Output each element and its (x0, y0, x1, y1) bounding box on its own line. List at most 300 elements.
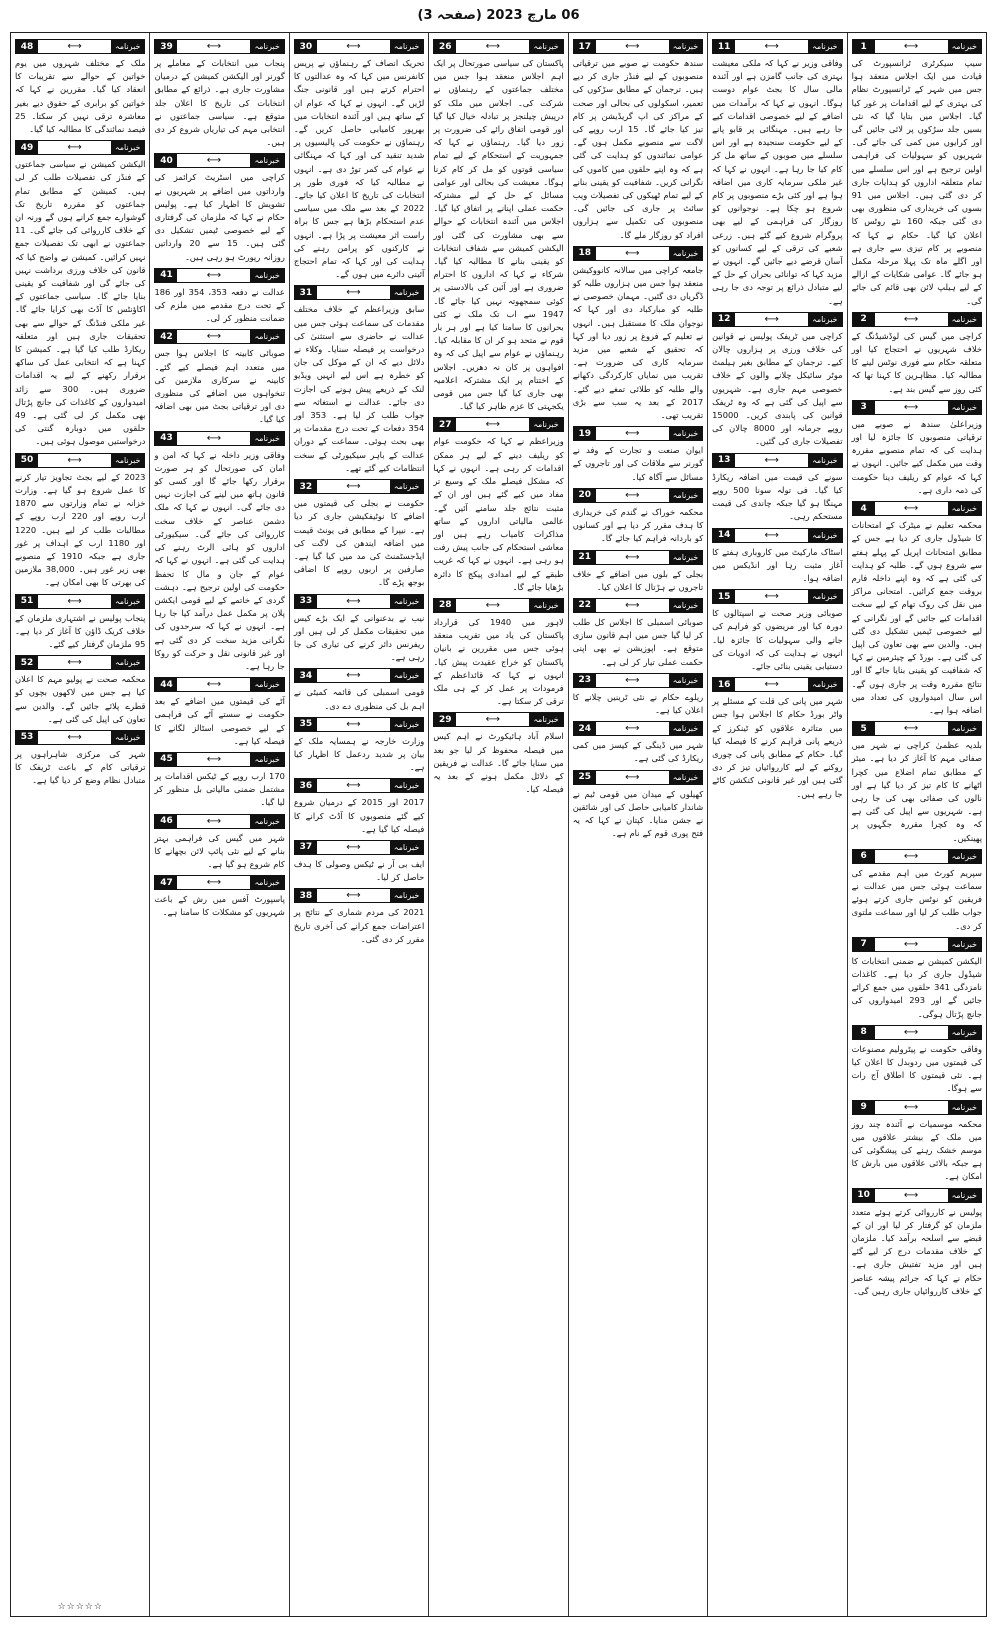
news-item-number: 38 (295, 889, 317, 902)
news-badge-label: خبرنامہ (111, 656, 144, 669)
news-item-text: 2017 اور 2015 کے درمیان شروع کیے گئے منصوبوں کا آڈٹ کرانے کا فیصلہ کیا گیا ہے۔ (293, 797, 425, 834)
news-badge-label: خبرنامہ (111, 40, 144, 53)
news-item-text: سیپ سیکرٹری ٹرانسپورٹ کی قیادت میں ایک اجلاس منعقد ہوا جس میں شہر کے ٹرانسپورٹ نظام کی بہتری کے لیے اقدامات پر غور کیا گیا۔ اجلاس میں بتایا گیا کہ نئی بسیں جلد سڑکوں پر لائی جائیں گی اور کرایوں میں کمی کی جائے گی۔ شہریوں کو سہولیات کی فراہمی اولین ترجیح ہے اور اس سلسلے میں تمام متعلقہ اداروں کو ہدایات جاری کر دی گئی ہیں۔ اجلاس میں 91 بسوں کی خریداری کی منظوری بھی دی گئی جبکہ 160 نئے روٹس کا اعلان کیا گیا۔ حکام نے کہا کہ منصوبے پر کام تیزی سے جاری ہے اور اگلے ماہ تک پہلا مرحلہ مکمل ہو جائے گا۔ عوامی شکایات کے ازالے کے لیے ہیلپ لائن بھی قائم کی جائے گی۔ (851, 58, 982, 306)
news-item-number: 46 (155, 815, 177, 828)
news-item-badge (573, 673, 703, 688)
double-arrow-icon: ⟷ (485, 41, 500, 52)
news-badge-label: خبرنامہ (111, 731, 144, 744)
news-item-number: 34 (295, 669, 317, 682)
double-arrow-icon: ⟷ (903, 850, 919, 862)
news-badge-label: خبرنامہ (669, 427, 702, 440)
news-item-number: 33 (295, 595, 317, 608)
news-item-badge (294, 594, 424, 609)
news-item (15, 594, 145, 652)
news-badge-label: خبرنامہ (669, 551, 702, 564)
news-item-number: 29 (434, 713, 456, 726)
news-item-number: 7 (853, 938, 875, 951)
news-item-number: 28 (434, 599, 456, 612)
news-item-number: 10 (853, 1189, 875, 1202)
news-item (573, 488, 703, 546)
news-item-badge (433, 417, 563, 432)
news-item-badge (573, 246, 703, 261)
news-item-badge (154, 329, 284, 344)
news-column-1 (847, 33, 986, 1616)
double-arrow-icon: ⟷ (764, 313, 779, 325)
news-item-text: محکمہ موسمیات نے آئندہ چند روز میں ملک کے بیشتر علاقوں میں موسم خشک رہنے کی پیشگوئی کی ہے جبکہ بالائی علاقوں میں بارش کا امکان ہے۔ (851, 1118, 982, 1182)
news-item (294, 778, 424, 836)
news-item-number: 9 (853, 1101, 875, 1114)
news-item-text: الیکشن کمیشن نے سیاسی جماعتوں کے فنڈز کی تفصیلات طلب کر لی ہیں۔ کمیشن کے مطابق تمام جماعتوں کو مقررہ تاریخ تک گوشوارے جمع کرانے ہوں گے ورنہ ان کے خلاف کارروائی کی جائے گی۔ 11 جماعتوں نے ابھی تک تفصیلات جمع نہیں کرائیں۔ کمیشن نے واضح کیا کہ قانون کی خلاف ورزی برداشت نہیں کی جائے گی اور شفافیت کو یقینی بنایا جائے گا۔ سیاسی جماعتوں کے اکاؤنٹس کا آڈٹ بھی کرایا جائے گا۔ غیر ملکی فنڈنگ کے حوالے سے بھی تحقیقات جاری ہیں اور متعلقہ ریکارڈ طلب کیا گیا ہے۔ کمیشن کا کہنا ہے کہ انتخابی عمل کی ساکھ برقرار رکھنے کے لیے یہ اقدامات ضروری ہیں۔ 300 سے زائد امیدواروں کے کاغذات کی جانچ پڑتال بھی مکمل کر لی گئی ہے۔ 49 حلقوں میں دوبارہ گنتی کی درخواستیں موصول ہوئی ہیں۔ (15, 159, 146, 447)
news-item-text: ایوان صنعت و تجارت کے وفد نے گورنر سے ملاقات کی اور تاجروں کے مسائل سے آگاہ کیا۔ (572, 445, 704, 482)
news-item-text: بلدیہ عظمیٰ کراچی نے شہر میں صفائی مہم کا آغاز کر دیا ہے۔ میئر کے مطابق تمام اضلاع میں کچرا اٹھانے کا کام تیز کر دیا گیا ہے اور نالوں کی صفائی بھی کی جا رہی ہے۔ شہریوں سے اپیل کی گئی ہے کہ وہ کچرا مقررہ جگہوں پر پھینکیں۔ (851, 740, 982, 843)
news-item-badge (573, 550, 703, 565)
news-item-text: اسلام آباد ہائیکورٹ نے اہم کیس میں فیصلہ محفوظ کر لیا جو بعد میں سنایا جائے گا۔ عدالت نے فریقین کے دلائل مکمل ہونے کے بعد یہ فیصلہ کیا۔ (433, 731, 564, 795)
news-item-text: ملک کے مختلف شہروں میں یوم خواتین کے حوالے سے تقریبات کا انعقاد کیا گیا۔ مقررین نے کہا کہ خواتین کو برابری کے حقوق دیے بغیر معاشرہ ترقی نہیں کر سکتا۔ 25 فیصد نمائندگی کا مطالبہ کیا گیا۔ (15, 58, 146, 135)
double-arrow-icon: ⟷ (764, 454, 779, 466)
news-column-7 (11, 33, 149, 1616)
news-item-number: 12 (713, 313, 735, 326)
news-item (852, 39, 982, 308)
news-item-number: 22 (574, 599, 596, 612)
news-item (712, 528, 842, 586)
news-item-badge (15, 594, 145, 609)
news-item (294, 888, 424, 946)
news-badge-label: خبرنامہ (250, 330, 283, 343)
double-arrow-icon: ⟷ (625, 247, 640, 259)
news-badge-label: خبرنامہ (948, 401, 981, 414)
news-item (154, 875, 284, 919)
news-item-badge (154, 677, 284, 692)
news-item-number: 17 (574, 40, 596, 53)
news-badge-label: خبرنامہ (808, 678, 841, 691)
news-item (154, 329, 284, 426)
news-item-number: 13 (713, 454, 735, 467)
news-item (15, 140, 145, 448)
double-arrow-icon: ⟷ (903, 1026, 919, 1038)
news-item-text: بجلی کے بلوں میں اضافے کے خلاف تاجروں نے ہڑتال کا اعلان کیا۔ (572, 568, 704, 592)
news-item (433, 417, 563, 593)
news-item-text: پولیس نے کارروائی کرتے ہوئے متعدد ملزمان کو گرفتار کر لیا اور ان کے قبضے سے اسلحہ برآمد کیا۔ ملزمان کے خلاف مقدمات درج کر لیے گئے ہیں اور مزید تفتیش جاری ہے۔ حکام نے کہا کہ جرائم پیشہ عناصر کے خلاف کارروائیاں جاری رہیں گی۔ (851, 1206, 982, 1296)
news-item-badge (573, 721, 703, 736)
news-item-badge (433, 712, 563, 727)
double-arrow-icon: ⟷ (206, 679, 222, 691)
double-arrow-icon: ⟷ (346, 41, 361, 52)
news-badge-label: خبرنامہ (390, 286, 423, 299)
news-item-number: 45 (155, 753, 177, 766)
news-item-number: 53 (16, 731, 38, 744)
double-arrow-icon: ⟷ (485, 714, 500, 726)
news-column-2 (707, 33, 846, 1616)
news-item-text: جامعہ کراچی میں سالانہ کانووکیشن منعقد ہوا جس میں ہزاروں طلبہ کو ڈگریاں دی گئیں۔ مہمان خصوصی نے طلبہ کو مبارکباد دی اور کہا کہ نوجوان ملک کا مستقبل ہیں۔ انہوں نے تعلیم کے فروغ پر زور دیا اور کہا کہ تحقیق کے شعبے میں مزید سرمایہ کاری کی ضرورت ہے۔ تقریب میں نمایاں کارکردگی دکھانے والے طلبہ کو طلائی تمغے دیے گئے۔ 2017 کے بعد یہ سب سے بڑی تقریب تھی۔ (572, 264, 704, 421)
news-badge-label: خبرنامہ (390, 669, 423, 682)
news-item (852, 312, 982, 396)
news-item (852, 501, 982, 717)
double-arrow-icon: ⟷ (206, 877, 222, 889)
news-item (573, 673, 703, 717)
news-item (573, 770, 703, 841)
news-item-badge (852, 501, 982, 516)
news-item-badge (294, 668, 424, 683)
news-item-number: 8 (853, 1026, 875, 1039)
news-item-text: محکمہ تعلیم نے میٹرک کے امتحانات کا شیڈول جاری کر دیا ہے جس کے مطابق امتحانات اپریل کے پہلے ہفتے سے شروع ہوں گے۔ طلبہ کو ہدایت کی گئی ہے کہ وہ اپنے داخلہ فارم بروقت جمع کرائیں۔ امتحانی مراکز میں نقل کی روک تھام کے لیے سخت اقدامات کیے جائیں گے اور نگرانی کے لیے خصوصی ٹیمیں تشکیل دی گئی ہیں۔ والدین سے بھی تعاون کی اپیل کی گئی ہے۔ بورڈ کے چیئرمین نے کہا کہ شفافیت کو یقینی بنایا جائے گا اور نتائج مقررہ وقت پر جاری ہوں گے۔ اس سال امیدواروں کی تعداد میں اضافہ ہوا ہے۔ (851, 520, 982, 715)
news-item-number: 4 (853, 502, 875, 515)
news-item-number: 48 (16, 40, 38, 53)
news-item-number: 23 (574, 674, 596, 687)
double-arrow-icon: ⟷ (485, 419, 500, 431)
news-badge-label: خبرنامہ (390, 718, 423, 731)
news-badge-label: خبرنامہ (948, 722, 981, 735)
news-item-number: 44 (155, 678, 177, 691)
news-item-text: محکمہ صحت نے پولیو مہم کا اعلان کیا ہے جس میں لاکھوں بچوں کو قطرے پلائے جائیں گے۔ والدین سے تعاون کی اپیل کی گئی ہے۔ (15, 674, 146, 724)
news-column-4 (428, 33, 567, 1616)
news-badge-label: خبرنامہ (808, 454, 841, 467)
news-item-text: وزارت خارجہ نے ہمسایہ ملک کے بیان پر شدید ردعمل کا اظہار کیا ہے۔ (293, 735, 425, 773)
closing-stars-icon: ☆☆☆☆☆ (57, 1602, 103, 1612)
news-item-number: 26 (434, 40, 456, 53)
double-arrow-icon: ⟷ (67, 41, 82, 52)
news-item-text: شہر کی مرکزی شاہراہوں پر ترقیاتی کام کے باعث ٹریفک کا متبادل نظام وضع کر دیا گیا ہے۔ (15, 748, 146, 786)
news-item-text: ریلوے حکام نے نئی ٹرینیں چلانے کا اعلان کیا ہے۔ (572, 691, 704, 715)
news-item-number: 3 (853, 401, 875, 414)
double-arrow-icon: ⟷ (625, 771, 640, 783)
news-item (294, 717, 424, 775)
news-item-number: 30 (295, 40, 317, 53)
news-badge-label: خبرنامہ (669, 722, 702, 735)
news-item-text: وفاقی وزیر داخلہ نے کہا کہ امن و امان کی صورتحال کو ہر صورت برقرار رکھا جائے گا اور کسی کو قانون ہاتھ میں لینے کی اجازت نہیں دی جائے گی۔ انہوں نے کہا کہ ملک دشمن عناصر کے خلاف سخت کارروائی کی جائے گی۔ سیکیورٹی اداروں کو ہائی الرٹ رہنے کی ہدایت کی گئی ہے۔ انہوں نے کہا کہ عوام کے جان و مال کا تحفظ حکومت کی اولین ترجیح ہے۔ دہشت گردی کے خاتمے کے لیے قومی ایکشن پلان پر مکمل عمل درآمد کیا جا رہا ہے۔ انہوں نے کہا کہ سرحدوں کی نگرانی مزید سخت کر دی گئی ہے اور غیر قانونی نقل و حرکت کو روکا جا رہا ہے۔ (154, 449, 285, 671)
news-item-badge (573, 426, 703, 441)
news-item (712, 453, 842, 524)
news-item-badge (573, 770, 703, 785)
news-item-number: 21 (574, 551, 596, 564)
double-arrow-icon: ⟷ (903, 401, 919, 413)
double-arrow-icon: ⟷ (346, 718, 361, 730)
news-item (852, 937, 982, 1021)
news-item-number: 31 (295, 286, 317, 299)
news-item-badge (852, 721, 982, 736)
news-item (573, 39, 703, 242)
news-badge-label: خبرنامہ (390, 40, 423, 53)
news-item-badge (294, 285, 424, 300)
double-arrow-icon: ⟷ (625, 41, 640, 52)
news-item-number: 49 (16, 141, 38, 154)
news-item-number: 18 (574, 247, 596, 260)
news-item-badge (852, 937, 982, 952)
news-item-badge (294, 39, 424, 54)
news-badge-label: خبرنامہ (529, 418, 562, 431)
news-item (294, 39, 424, 281)
news-item-badge (573, 488, 703, 503)
double-arrow-icon: ⟷ (346, 780, 361, 792)
news-item-badge (294, 479, 424, 494)
news-item-text: آٹے کی قیمتوں میں اضافے کے بعد حکومت نے سستے آٹے کی فراہمی کے لیے خصوصی اسٹالز لگانے کا فیصلہ کیا ہے۔ (154, 696, 285, 746)
news-item-badge (573, 598, 703, 613)
double-arrow-icon: ⟷ (764, 591, 779, 603)
news-item-number: 14 (713, 529, 735, 542)
news-item-badge (433, 39, 563, 54)
double-arrow-icon: ⟷ (903, 503, 919, 515)
news-item (154, 431, 284, 673)
news-column-6 (149, 33, 288, 1616)
news-item-badge (573, 39, 703, 54)
news-item-badge (154, 431, 284, 446)
news-badge-label: خبرنامہ (948, 40, 981, 53)
double-arrow-icon: ⟷ (206, 331, 222, 343)
news-item (15, 39, 145, 136)
news-item-badge (154, 153, 284, 168)
news-badge-label: خبرنامہ (948, 850, 981, 863)
news-item-text: کراچی میں اسٹریٹ کرائمز کی وارداتوں میں اضافے پر شہریوں نے تشویش کا اظہار کیا ہے۔ پولیس حکام نے کہا کہ ملزمان کی گرفتاری کے لیے خصوصی ٹیمیں تشکیل دی گئی ہیں۔ 15 سے 20 وارداتیں روزانہ رپورٹ ہو رہی ہیں۔ (154, 172, 285, 262)
double-arrow-icon: ⟷ (346, 287, 361, 299)
news-item-badge (154, 268, 284, 283)
news-item (573, 550, 703, 594)
news-item (294, 668, 424, 712)
double-arrow-icon: ⟷ (625, 723, 640, 735)
news-item-text: شہر میں گیس کی فراہمی بہتر بنانے کے لیے نئی پائپ لائن بچھانے کا کام شروع ہو گیا ہے۔ (154, 832, 285, 869)
double-arrow-icon: ⟷ (67, 595, 82, 607)
news-badge-label: خبرنامہ (390, 595, 423, 608)
news-badge-label: خبرنامہ (808, 590, 841, 603)
news-item-badge (852, 312, 982, 327)
news-item-number: 19 (574, 427, 596, 440)
news-item-number: 43 (155, 432, 177, 445)
news-item-badge (294, 778, 424, 793)
news-item-badge (712, 453, 842, 468)
news-item-number: 15 (713, 590, 735, 603)
news-item-badge (294, 888, 424, 903)
news-item-text: وفاقی حکومت نے پیٹرولیم مصنوعات کی قیمتوں میں ردوبدل کا اعلان کیا ہے۔ نئی قیمتوں کا اطلاق آج رات سے ہوگا۔ (851, 1043, 982, 1094)
news-item-number: 20 (574, 489, 596, 502)
news-item (154, 39, 284, 149)
news-badge-label: خبرنامہ (948, 1101, 981, 1114)
news-item-badge (15, 453, 145, 468)
news-item-number: 27 (434, 418, 456, 431)
news-badge-label: خبرنامہ (390, 889, 423, 902)
news-item-text: ایف بی آر نے ٹیکس وصولی کا ہدف حاصل کر لیا۔ (293, 858, 425, 883)
news-item-text: صوبائی اسمبلی کا اجلاس کل طلب کر لیا گیا جس میں اہم قانون سازی متوقع ہے۔ اپوزیشن نے بھی اپنی حکمت عملی تیار کر لی ہے۔ (572, 616, 704, 667)
news-column-5 (289, 33, 428, 1616)
double-arrow-icon: ⟷ (625, 599, 640, 611)
news-badge-label: خبرنامہ (529, 713, 562, 726)
news-item-number: 35 (295, 718, 317, 731)
news-item-number: 16 (713, 678, 735, 691)
news-badge-label: خبرنامہ (529, 40, 562, 53)
news-item (852, 1188, 982, 1298)
news-badge-label: خبرنامہ (250, 154, 283, 167)
news-item-number: 39 (155, 40, 177, 53)
news-item-number: 50 (16, 454, 38, 467)
news-item-badge (712, 312, 842, 327)
news-item (573, 598, 703, 669)
news-item-text: الیکشن کمیشن نے ضمنی انتخابات کا شیڈول جاری کر دیا ہے۔ کاغذات نامزدگی 341 حلقوں میں جمع کرائے جائیں گے اور 293 امیدواروں کی جانچ پڑتال ہوگی۔ (851, 955, 983, 1019)
news-item-badge (154, 875, 284, 890)
news-item-text: سابق وزیراعظم کے خلاف مختلف مقدمات کی سماعت ہوئی جس میں عدالت نے حاضری سے استثنیٰ کی درخواست پر فیصلہ سنایا۔ وکلاء نے دلائل دیے کہ ان کے موکل کی جان کو خطرہ ہے اس لیے انہیں ویڈیو لنک کے ذریعے پیش ہونے کی اجازت دی جائے۔ عدالت نے استغاثہ سے جواب طلب کر لیا ہے۔ 353 اور 354 دفعات کے تحت درج مقدمات پر بھی بحث ہوئی۔ سماعت کے دوران عدالت کے باہر سیکیورٹی کے سخت انتظامات کیے گئے تھے۔ (293, 304, 425, 473)
double-arrow-icon: ⟷ (625, 489, 640, 501)
news-item-text: اسٹاک مارکیٹ میں کاروباری ہفتے کا آغاز مثبت رہا اور انڈیکس میں اضافہ ہوا۔ (712, 546, 843, 583)
news-item-number: 25 (574, 771, 596, 784)
news-item-text: شہر میں پانی کی قلت کے مسئلے پر واٹر بورڈ حکام کا اجلاس ہوا جس میں متاثرہ علاقوں کو ٹینکرز کے ذریعے پانی فراہم کرنے کا فیصلہ کیا گیا۔ حکام کے مطابق پانی کی چوری روکنے کے لیے کارروائیاں تیز کر دی گئی ہیں اور غیر قانونی کنکشن کاٹے جا رہے ہیں۔ (712, 696, 843, 799)
double-arrow-icon: ⟷ (903, 1101, 919, 1113)
news-item-text: کراچی میں ٹریفک پولیس نے قوانین کی خلاف ورزی پر ہزاروں چالان کیے۔ ترجمان کے مطابق بغیر ہیلمٹ موٹر سائیکل چلانے والوں کے خلاف خصوصی مہم جاری ہے۔ شہریوں سے اپیل کی گئی ہے کہ وہ ٹریفک قوانین کی پابندی کریں۔ 15000 روپے جرمانہ اور 8000 چالان کی تفصیلات جاری کی گئیں۔ (712, 330, 843, 447)
news-item (433, 39, 563, 413)
double-arrow-icon: ⟷ (903, 313, 919, 325)
news-item-text: وفاقی وزیر نے کہا کہ ملکی معیشت بہتری کی جانب گامزن ہے اور آئندہ مالی سال کا بجٹ عوام دوست ہوگا۔ انہوں نے کہا کہ برآمدات میں اضافے کے لیے خصوصی اقدامات کیے جا رہے ہیں۔ مہنگائی پر قابو پانے کے لیے حکومت سنجیدہ ہے اور اس سلسلے میں صوبوں کے ساتھ مل کر کام کیا جا رہا ہے۔ انہوں نے کہا کہ غیر ملکی سرمایہ کاری میں اضافہ ہوا ہے اور کئی بڑے منصوبوں پر کام شروع ہو چکا ہے۔ نوجوانوں کو روزگار کی فراہمی کے لیے بھی پروگرام شروع کیے گئے ہیں۔ زرعی شعبے کی ترقی کے لیے کسانوں کو آسان قرضے دیے جائیں گے۔ انہوں نے مزید کہا کہ توانائی بحران کے حل کے لیے متبادل ذرائع پر توجہ دی جا رہی ہے۔ (712, 58, 843, 306)
double-arrow-icon: ⟷ (206, 41, 222, 52)
news-badge-label: خبرنامہ (250, 815, 283, 828)
news-item (712, 312, 842, 449)
news-item (294, 840, 424, 884)
double-arrow-icon: ⟷ (625, 551, 640, 563)
news-badge-label: خبرنامہ (669, 674, 702, 687)
double-arrow-icon: ⟷ (206, 155, 222, 167)
news-badge-label: خبرنامہ (250, 40, 283, 53)
double-arrow-icon: ⟷ (764, 41, 779, 52)
double-arrow-icon: ⟷ (67, 454, 82, 466)
news-item-badge (852, 1188, 982, 1203)
news-badge-label: خبرنامہ (948, 938, 981, 951)
news-item-text: 2021 کی مردم شماری کے نتائج پر اعتراضات جمع کرانے کی آخری تاریخ مقرر کر دی گئی۔ (293, 907, 425, 944)
news-item-number: 47 (155, 876, 177, 889)
news-item-number: 37 (295, 841, 317, 854)
news-item-badge (712, 589, 842, 604)
news-badge-label: خبرنامہ (669, 40, 702, 53)
news-item (573, 246, 703, 422)
news-item (573, 426, 703, 484)
news-item-text: وزیراعظم نے کہا کہ حکومت عوام کو ریلیف دینے کے لیے ہر ممکن اقدامات کر رہی ہے۔ انہوں نے کہا کہ مشکل فیصلے ملک کے وسیع تر مفاد میں کیے گئے ہیں اور ان کے مثبت نتائج جلد سامنے آئیں گے۔ عالمی مالیاتی اداروں کے ساتھ مذاکرات کامیاب رہے ہیں اور معاشی استحکام کی جانب پیش رفت ہو رہی ہے۔ انہوں نے کہا کہ غریب طبقے کے لیے امدادی پیکج کا دائرہ بڑھایا جائے گا۔ (433, 436, 564, 592)
news-item-badge (154, 39, 284, 54)
news-item-text: کھیلوں کے میدان میں قومی ٹیم نے شاندار کامیابی حاصل کی اور شائقین نے جشن منایا۔ کپتان نے کہا کہ یہ فتح پوری قوم کے نام ہے۔ (572, 788, 704, 839)
news-badge-label: خبرنامہ (111, 454, 144, 467)
news-item-badge (15, 39, 145, 54)
double-arrow-icon: ⟷ (346, 670, 361, 682)
news-item (294, 594, 424, 665)
news-item-text: پاسپورٹ آفس میں رش کے باعث شہریوں کو مشکلات کا سامنا ہے۔ (154, 894, 285, 918)
news-badge-label: خبرنامہ (529, 599, 562, 612)
double-arrow-icon: ⟷ (67, 657, 82, 669)
news-item-text: سونے کی قیمت میں اضافہ ریکارڈ کیا گیا۔ فی تولہ سونا 500 روپے مہنگا ہو گیا جبکہ چاندی کی قیمت مستحکم رہی۔ (712, 471, 843, 522)
news-item (852, 1100, 982, 1184)
news-badge-label: خبرنامہ (250, 269, 283, 282)
news-badge-label: خبرنامہ (390, 841, 423, 854)
double-arrow-icon: ⟷ (206, 269, 222, 281)
news-item (433, 712, 563, 796)
news-item-text: کراچی میں گیس کی لوڈشیڈنگ کے خلاف شہریوں نے احتجاج کیا اور متعلقہ حکام سے فوری نوٹس لینے کا مطالبہ کیا۔ مظاہرین کا کہنا تھا کہ کئی روز سے گیس بند ہے۔ (851, 330, 982, 394)
news-item (852, 721, 982, 845)
news-item-badge (294, 840, 424, 855)
double-arrow-icon: ⟷ (67, 731, 82, 743)
news-item-text: پاکستان کی سیاسی صورتحال پر ایک اہم اجلاس منعقد ہوا جس میں مختلف جماعتوں کے رہنماؤں نے شرکت کی۔ اجلاس میں ملک کو درپیش چیلنجز پر تبادلہ خیال کیا گیا اور قومی اتفاق رائے کی ضرورت پر زور دیا گیا۔ رہنماؤں نے کہا کہ جمہوریت کے استحکام کے لیے تمام سیاسی قوتوں کو مل کر کام کرنا ہوگا۔ معیشت کی بحالی اور عوامی مسائل کے حل کے لیے مشترکہ حکمت عملی اپنانے پر اتفاق کیا گیا۔ اجلاس میں آئندہ انتخابات کے حوالے سے بھی مشاورت کی گئی اور الیکشن کمیشن سے شفاف انتخابات کو یقینی بنانے کا مطالبہ کیا گیا۔ شرکاء نے کہا کہ اداروں کا احترام ضروری ہے اور آئین کی بالادستی پر کوئی سمجھوتہ نہیں کیا جائے گا۔ 1947 سے اب تک ملک نے کئی بحرانوں کا سامنا کیا ہے اور ہر بار قوم نے متحد ہو کر ان کا مقابلہ کیا۔ رہنماؤں نے عوام سے اپیل کی کہ وہ افواہوں پر کان نہ دھریں۔ اجلاس کے اختتام پر ایک مشترکہ اعلامیہ بھی جاری کیا گیا جس میں قومی یکجہتی کا عزم ظاہر کیا گیا۔ (433, 58, 564, 412)
double-arrow-icon: ⟷ (764, 679, 779, 691)
news-badge-label: خبرنامہ (250, 432, 283, 445)
double-arrow-icon: ⟷ (903, 41, 919, 52)
news-item-badge (433, 598, 563, 613)
news-item-number: 5 (853, 722, 875, 735)
news-badge-label: خبرنامہ (250, 753, 283, 766)
news-item-text: پنجاب پولیس نے اشتہاری ملزمان کے خلاف کریک ڈاؤن کا آغاز کر دیا ہے۔ 95 ملزمان گرفتار کیے گئے۔ (15, 612, 146, 649)
double-arrow-icon: ⟷ (625, 674, 640, 686)
news-item (15, 655, 145, 726)
news-item-badge (712, 528, 842, 543)
double-arrow-icon: ⟷ (903, 1189, 919, 1201)
double-arrow-icon: ⟷ (346, 595, 361, 607)
news-item (294, 285, 424, 475)
double-arrow-icon: ⟷ (206, 815, 222, 827)
news-badge-label: خبرنامہ (669, 599, 702, 612)
news-badge-label: خبرنامہ (111, 595, 144, 608)
news-item-number: 42 (155, 330, 177, 343)
news-item (154, 814, 284, 872)
news-item-badge (294, 717, 424, 732)
double-arrow-icon: ⟷ (346, 841, 361, 853)
double-arrow-icon: ⟷ (346, 890, 361, 902)
news-item-number: 6 (853, 850, 875, 863)
news-item (154, 153, 284, 263)
news-item-number: 11 (713, 40, 735, 53)
double-arrow-icon: ⟷ (903, 723, 919, 735)
news-item (15, 730, 145, 788)
news-item-text: وزیراعلیٰ سندھ نے صوبے میں ترقیاتی منصوبوں کا جائزہ لیا اور ہدایت کی کہ تمام منصوبے مقررہ وقت میں مکمل کیے جائیں۔ انہوں نے کہا کہ عوام کو ریلیف دینا حکومت کی ذمہ داری ہے۔ (851, 418, 982, 495)
news-item-badge (712, 39, 842, 54)
news-badge-label: خبرنامہ (808, 40, 841, 53)
news-badge-label: خبرنامہ (948, 1026, 981, 1039)
news-item-text: محکمہ خوراک نے گندم کی خریداری کا ہدف مقرر کر دیا ہے اور کسانوں کو باردانہ فراہم کیا جائے گا۔ (572, 506, 704, 544)
news-item-text: 170 ارب روپے کے ٹیکس اقدامات پر مشتمل ضمنی مالیاتی بل منظور کر لیا گیا۔ (154, 770, 285, 808)
news-badge-label: خبرنامہ (669, 489, 702, 502)
news-badge-label: خبرنامہ (111, 141, 144, 154)
news-item (154, 677, 284, 748)
page-date-header: 06 مارچ 2023 (صفحہ 3) (417, 8, 580, 23)
news-item-text: صوبائی وزیر صحت نے اسپتالوں کا دورہ کیا اور مریضوں کو فراہم کی جانے والی سہولیات کا جائزہ لیا۔ انہوں نے ہدایت کی کہ ادویات کی دستیابی یقینی بنائی جائے۔ (712, 608, 843, 671)
news-item-badge (852, 1025, 982, 1040)
news-badge-label: خبرنامہ (390, 480, 423, 493)
news-item-badge (852, 849, 982, 864)
news-badge-label: خبرنامہ (948, 313, 981, 326)
news-badge-label: خبرنامہ (669, 771, 702, 784)
news-item-text: عدالت نے دفعہ 353، 354 اور 186 کے تحت درج مقدمے میں ملزم کی ضمانت منظور کر لی۔ (154, 286, 285, 324)
news-badge-label: خبرنامہ (390, 779, 423, 792)
news-item-badge (154, 752, 284, 767)
news-item-badge (852, 39, 982, 54)
news-item (852, 400, 982, 497)
news-item-text: سندھ حکومت نے صوبے میں ترقیاتی منصوبوں کے لیے فنڈز جاری کر دیے ہیں۔ ترجمان کے مطابق سڑکوں کی تعمیر، اسکولوں کی بحالی اور صحت کے مراکز کی اپ گریڈیشن پر کام تیز کیا جائے گا۔ 15 ارب روپے کی لاگت سے منصوبے مکمل ہوں گے۔ عوامی نمائندوں کو ہدایت کی گئی ہے کہ وہ اپنے حلقوں میں کاموں کی نگرانی کریں۔ شفافیت کو یقینی بنانے کے لیے تمام ٹھیکوں کی تفصیلات ویب سائٹ پر جاری کی جائیں گی۔ منصوبوں کی تکمیل سے ہزاروں افراد کو روزگار ملے گا۔ (572, 58, 704, 240)
news-item-text: صوبائی کابینہ کا اجلاس ہوا جس میں متعدد اہم فیصلے کیے گئے۔ کابینہ نے سرکاری ملازمین کی تنخواہوں میں اضافے کی منظوری دی اور ترقیاتی بجٹ میں بھی اضافہ کیا گیا۔ (154, 348, 285, 425)
news-item (154, 268, 284, 326)
news-item-number: 51 (16, 595, 38, 608)
news-item (294, 479, 424, 589)
news-badge-label: خبرنامہ (669, 247, 702, 260)
news-item (573, 721, 703, 765)
news-item-text: نیب نے بدعنوانی کے ایک بڑے کیس میں تحقیقات مکمل کر لی ہیں اور ریفرنس دائر کرنے کی تیاری کی جا رہی ہے۔ (293, 612, 425, 663)
double-arrow-icon: ⟷ (206, 432, 222, 444)
news-item-text: شہر میں ڈینگی کے کیسز میں کمی ریکارڈ کی گئی ہے۔ (572, 740, 704, 764)
news-item-badge (15, 140, 145, 155)
double-arrow-icon: ⟷ (206, 753, 222, 765)
news-item-badge (852, 400, 982, 415)
double-arrow-icon: ⟷ (485, 599, 500, 611)
news-badge-label: خبرنامہ (250, 678, 283, 691)
news-item-number: 52 (16, 656, 38, 669)
news-item-badge (712, 677, 842, 692)
double-arrow-icon: ⟷ (67, 142, 82, 154)
news-badge-label: خبرنامہ (250, 876, 283, 889)
news-item (852, 849, 982, 933)
news-item-number: 40 (155, 154, 177, 167)
news-item-text: پنجاب میں انتخابات کے معاملے پر گورنر اور الیکشن کمیشن کے درمیان مشاورت جاری ہے۔ ذرائع کے مطابق انتخابات کی تاریخ کا اعلان جلد متوقع ہے۔ سیاسی جماعتوں نے انتخابی مہم کی تیاریاں شروع کر دی ہیں۔ (154, 58, 285, 148)
news-item (712, 39, 842, 308)
news-item (712, 589, 842, 673)
news-item-number: 24 (574, 722, 596, 735)
double-arrow-icon: ⟷ (764, 529, 779, 541)
news-item-badge (15, 655, 145, 670)
